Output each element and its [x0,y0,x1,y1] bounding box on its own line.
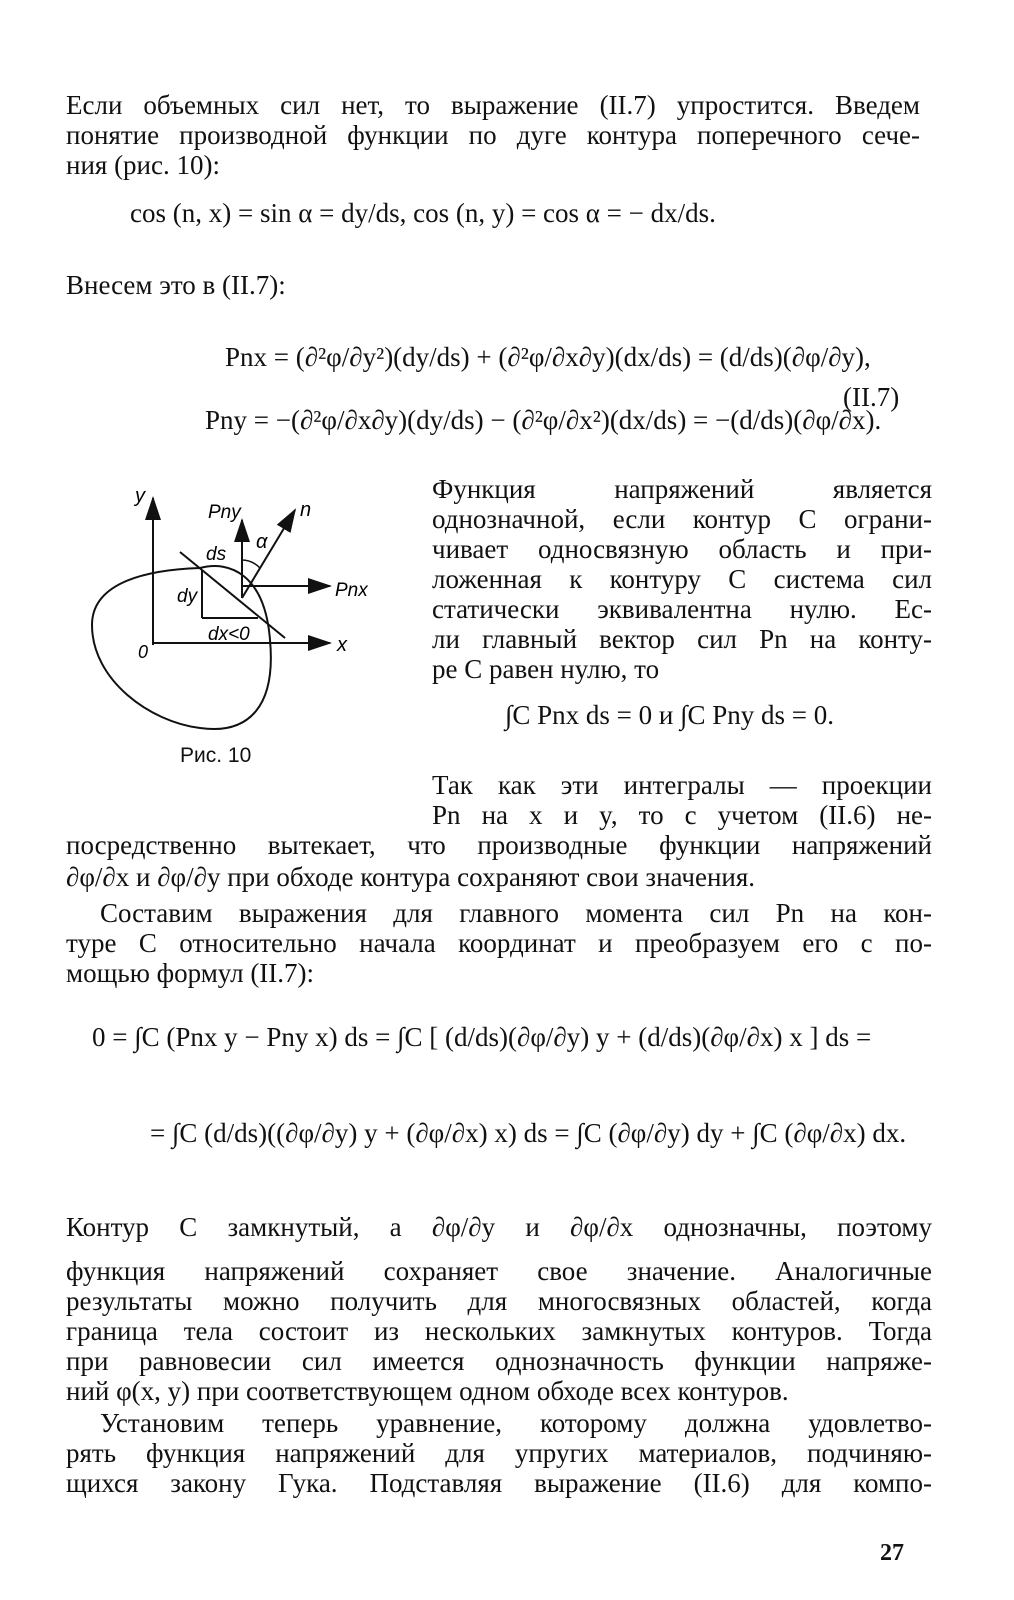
label-n: n [300,499,312,521]
alpha-arc [242,560,260,568]
equation-cos-relations: cos (n, x) = sin α = dy/ds, cos (n, y) = cos α = − dx/ds. [130,198,716,228]
side-line-1: Функция напряжений является [432,474,932,504]
figure-caption: Рис. 10 [180,744,252,767]
side-line-6: ли главный вектор сил Pn на конту- [432,624,932,654]
intro-line-1: Если объемных сил нет, то выражение (II.7) упростится. Введем [66,90,920,120]
intro-line-3: ния (рис. 10): [66,150,220,180]
n-arrow [242,510,295,598]
after-line-3: посредственно вытекает, что производные функции напряжений [66,830,932,860]
side-line-4: ложенная к контуру C система сил [432,564,932,594]
last-line-3: щихся закону Гука. Подставляя выражение (II.6) для компо- [66,1468,932,1498]
side-line-3: чивает односвязную область и при- [432,534,932,564]
label-alpha: α [256,531,268,553]
last-line-1: Установим теперь уравнение, которому должна удовлетво- [100,1408,932,1438]
moment-line-2: туре C относительно начала координат и преобразуем его с по- [66,928,932,958]
page-number: 27 [880,1540,904,1566]
contour-line-5: при равновесии сил имеется однозначность функции напряже- [66,1346,932,1376]
after-line-4: ∂φ/∂x и ∂φ/∂y при обходе контура сохраняют свои значения. [66,862,756,892]
equation-moment-2: = ∫C (d/ds)((∂φ/∂y) y + (∂φ/∂x) x) ds = ∫C (∂φ/∂y) dy + ∫C (∂φ/∂x) dx. [150,1118,907,1148]
moment-line-1: Составим выражения для главного момента сил Pn на кон- [100,898,932,928]
after-line-1: Так как эти интегралы — проекции [432,770,932,800]
side-line-5: статически эквивалентна нулю. Ес- [432,594,932,624]
label-pny: Pny [208,502,241,523]
equation-pnx: Pnx = (∂²φ/∂y²)(dy/ds) + (∂²φ/∂x∂y)(dx/ds) = (d/ds)(∂φ/∂y), [225,342,871,372]
side-line-7: ре C равен нулю, то [432,654,660,684]
label-y-axis: y [135,485,145,507]
contour-line-6: ний φ(x, y) при соответствующем одном обходе всех контуров. [66,1376,789,1406]
contour-line-3: результаты можно получить для многосвязных областей, когда [66,1286,932,1316]
label-ds: ds [206,544,227,565]
label-dx: dx<0 [208,624,250,645]
last-line-2: рять функция напряжений для упругих материалов, подчиняю- [66,1438,932,1468]
integral-condition: ∫C Pnx ds = 0 и ∫C Pny ds = 0. [505,700,835,730]
label-origin: 0 [138,642,149,662]
label-dy: dy [177,586,198,607]
figure-10 [80,480,400,740]
equation-pny: Pny = −(∂²φ/∂x∂y)(dy/ds) − (∂²φ/∂x²)(dx/ds) = −(d/ds)(∂φ/∂x). [205,405,882,435]
moment-line-3: мощью формул (II.7): [66,958,315,988]
contour-line-2: функция напряжений сохраняет свое значение. Аналогичные [66,1256,932,1286]
contour-line-4: граница тела состоит из нескольких замкнутых контуров. Тогда [66,1316,932,1346]
equation-number-ii7: (II.7) [843,382,900,412]
contour-line-1: Контур C замкнутый, а ∂φ/∂y и ∂φ/∂x однозначны, поэтому [66,1212,932,1242]
label-pnx: Pnx [335,580,368,601]
after-line-2: Pn на x и y, то с учетом (II.6) не- [432,800,932,830]
label-x-axis: x [337,634,347,656]
equation-moment-1: 0 = ∫C (Pnx y − Pny x) ds = ∫C [ (d/ds)(∂φ/∂y) y + (d/ds)(∂φ/∂x) x ] ds = [92,1022,872,1052]
insert-line: Внесем это в (II.7): [66,270,286,300]
intro-line-2: понятие производной функции по дуге контура поперечного сече- [66,120,920,150]
side-line-2: однозначной, если контур C ограни- [432,504,932,534]
